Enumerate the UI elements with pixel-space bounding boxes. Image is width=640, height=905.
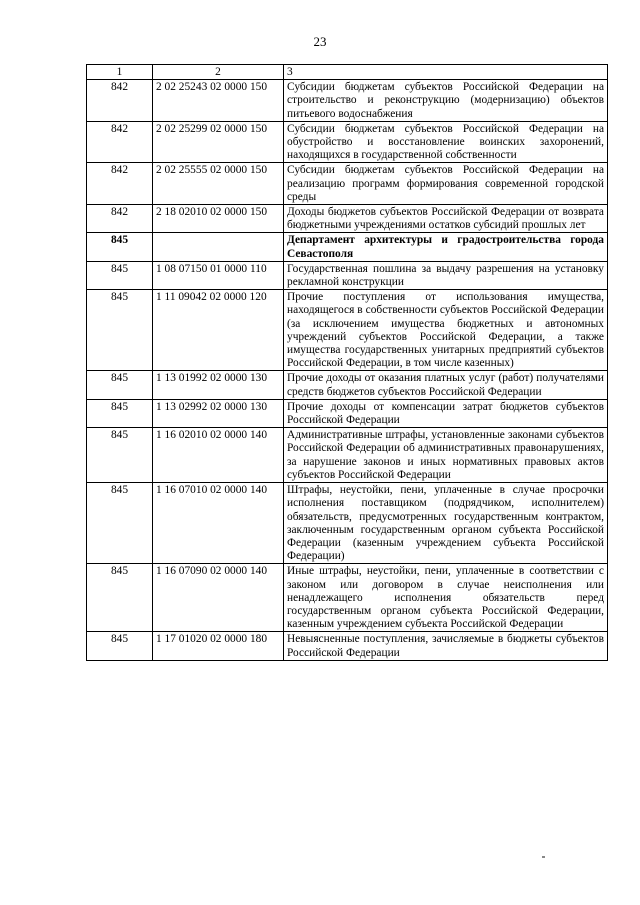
revenue-name-cell: Департамент архитектуры и градостроительства города Севастополя <box>284 233 608 261</box>
budget-code-cell: 2 02 25243 02 0000 150 <box>153 80 284 122</box>
header-col-3: 3 <box>284 65 608 80</box>
budget-code-cell: 1 13 01992 02 0000 130 <box>153 371 284 399</box>
admin-code-cell: 845 <box>87 290 153 371</box>
table-row <box>87 80 608 122</box>
revenue-name-cell: Невыясненные поступления, зачисляемые в бюджеты субъектов Российской Федерации <box>284 632 608 660</box>
table-row <box>87 233 608 261</box>
admin-code-cell: 842 <box>87 163 153 205</box>
table-row <box>87 290 608 371</box>
budget-code-cell: 1 16 02010 02 0000 140 <box>153 428 284 483</box>
revenue-name-cell: Доходы бюджетов субъектов Российской Федерации от возврата бюджетными учреждениями остатков субсидий прошлых лет <box>284 205 608 233</box>
budget-code-cell: 1 13 02992 02 0000 130 <box>153 399 284 427</box>
table-row <box>87 632 608 660</box>
revenue-name-cell: Административные штрафы, установленные законами субъектов Российской Федерации об административных правонарушениях, за нарушение законов и иных нормативных правовых актов субъектов Российской Федерации <box>284 428 608 483</box>
table-row <box>87 371 608 399</box>
revenue-name-cell: Прочие доходы от компенсации затрат бюджетов субъектов Российской Федерации <box>284 399 608 427</box>
admin-code-cell: 845 <box>87 428 153 483</box>
admin-code-cell: 842 <box>87 121 153 163</box>
header-col-2: 2 <box>153 65 284 80</box>
budget-code-cell: 1 16 07010 02 0000 140 <box>153 483 284 564</box>
table-row <box>87 121 608 163</box>
admin-code-cell: 845 <box>87 632 153 660</box>
revenue-codes-table <box>86 64 608 661</box>
admin-code-cell: 845 <box>87 564 153 632</box>
table-header-row <box>87 65 608 80</box>
revenue-name-cell: Субсидии бюджетам субъектов Российской Федерации на реализацию программ формирования современной городской среды <box>284 163 608 205</box>
admin-code-cell: 842 <box>87 205 153 233</box>
budget-code-cell: 1 17 01020 02 0000 180 <box>153 632 284 660</box>
table-row <box>87 261 608 289</box>
revenue-name-cell: Субсидии бюджетам субъектов Российской Федерации на строительство и реконструкцию (модернизацию) объектов питьевого водоснабжения <box>284 80 608 122</box>
revenue-name-cell: Иные штрафы, неустойки, пени, уплаченные в соответствии с законом или договором в случае неисполнения или ненадлежащего исполнения обязательств перед государственным органом субъекта Российской Федерации, казенным учреждением субъекта Российской Федерации <box>284 564 608 632</box>
admin-code-cell: 845 <box>87 371 153 399</box>
admin-code-cell: 845 <box>87 399 153 427</box>
table-row <box>87 564 608 632</box>
budget-code-cell: 1 16 07090 02 0000 140 <box>153 564 284 632</box>
table-row <box>87 399 608 427</box>
revenue-name-cell: Прочие доходы от оказания платных услуг (работ) получателями средств бюджетов субъектов Российской Федерации <box>284 371 608 399</box>
budget-code-cell: 2 02 25299 02 0000 150 <box>153 121 284 163</box>
scan-speck <box>542 856 545 858</box>
table-row <box>87 163 608 205</box>
admin-code-cell: 845 <box>87 233 153 261</box>
page-number: 23 <box>313 34 327 49</box>
table-row <box>87 428 608 483</box>
table-row <box>87 483 608 564</box>
revenue-name-cell: Прочие поступления от использования имущества, находящегося в собственности субъектов Российской Федерации (за исключением имущества бюджетных и автономных учреждений субъектов Российской Федерации, а также имущества государственных унитарных предприятий субъектов Российской Федерации, в том числе казенных) <box>284 290 608 371</box>
admin-code-cell: 845 <box>87 483 153 564</box>
header-col-1: 1 <box>87 65 153 80</box>
budget-code-cell: 1 08 07150 01 0000 110 <box>153 261 284 289</box>
budget-code-cell: 2 18 02010 02 0000 150 <box>153 205 284 233</box>
budget-code-cell: 1 11 09042 02 0000 120 <box>153 290 284 371</box>
table-row <box>87 205 608 233</box>
revenue-name-cell: Государственная пошлина за выдачу разрешения на установку рекламной конструкции <box>284 261 608 289</box>
revenue-name-cell: Субсидии бюджетам субъектов Российской Федерации на обустройство и восстановление воинских захоронений, находящихся в государственной собственности <box>284 121 608 163</box>
budget-code-cell <box>153 233 284 261</box>
budget-code-cell: 2 02 25555 02 0000 150 <box>153 163 284 205</box>
revenue-name-cell: Штрафы, неустойки, пени, уплаченные в случае просрочки исполнения поставщиком (подрядчиком, исполнителем) обязательств, предусмотренных государственным контрактом, заключенным государственным органом субъекта Российской Федерации (казенным учреждением субъекта Российской Федерации) <box>284 483 608 564</box>
admin-code-cell: 845 <box>87 261 153 289</box>
admin-code-cell: 842 <box>87 80 153 122</box>
